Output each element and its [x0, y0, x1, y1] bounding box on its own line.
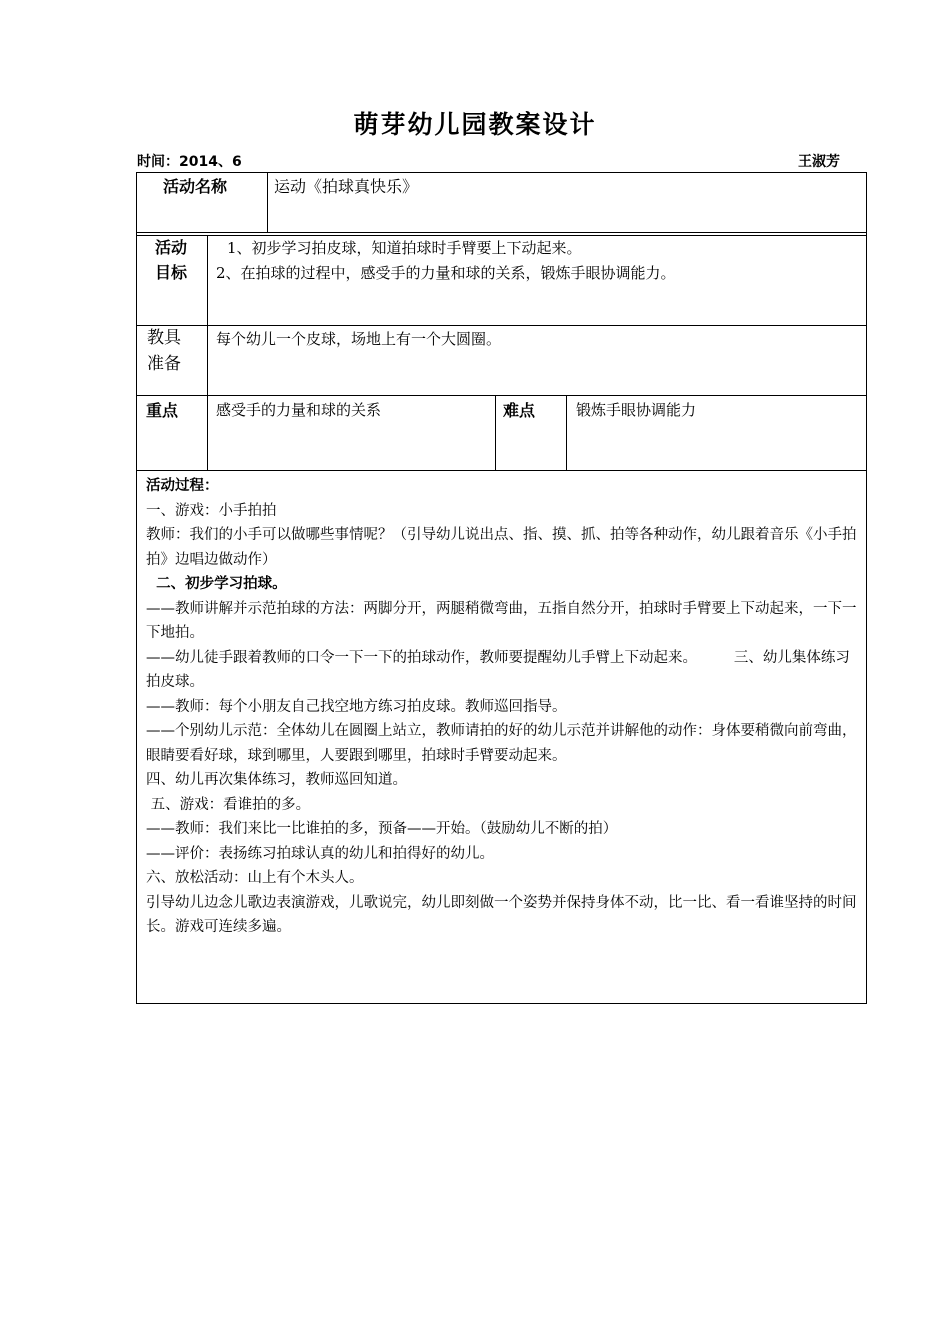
activity-name-value: 运动《拍球真快乐》: [274, 177, 419, 196]
process-line: 五、游戏：看谁拍的多。: [146, 796, 311, 813]
process-line: ——教师讲解并示范拍球的方法：两脚分开，两腿稍微弯曲，五指自然分开，拍球时手臂要上下动起来，一下一下地拍。: [146, 600, 857, 641]
key-point-label: 重点: [146, 401, 179, 420]
process-line: 教师：我们的小手可以做哪些事情呢？（引导幼儿说出点、指、摸、抓、拍等各种动作，幼儿跟着音乐《小手拍拍》边唱边做动作）: [146, 527, 857, 568]
column-divider: [566, 395, 567, 470]
row-divider: [136, 232, 867, 233]
goal-label-line-1: 活动: [155, 238, 188, 257]
date-label: 时间：2014、6: [137, 154, 242, 170]
process-line: ——教师：我们来比一比谁拍的多，预备——开始。（鼓励幼儿不断的拍）: [146, 821, 618, 837]
tools-value: 每个幼儿一个皮球，场地上有一个大圆圈。: [216, 330, 502, 348]
document-title: 萌芽幼儿园教案设计: [353, 110, 597, 139]
author-name: 王淑芳: [798, 154, 840, 170]
key-point-value: 感受手的力量和球的关系: [216, 401, 382, 419]
column-divider: [495, 395, 496, 470]
row-divider: [136, 470, 867, 471]
process-line: ——评价：表扬练习拍球认真的幼儿和拍得好的幼儿。: [146, 845, 494, 862]
process-heading: 活动过程：: [146, 478, 219, 494]
column-divider: [207, 235, 208, 470]
process-line: 引导幼儿边念儿歌边表演游戏，儿歌说完，幼儿即刻做一个姿势并保持身体不动，比一比、看一看谁坚持的时间长。游戏可连续多遍。: [146, 894, 857, 935]
process-line: ——幼儿徒手跟着教师的口令一下一下的拍球动作，教师要提醒幼儿手臂上下动起来。 三、幼儿集体练习拍皮球。: [146, 649, 850, 690]
tools-label-line-2: 准备: [147, 354, 181, 374]
tools-label-line-1: 教具: [147, 328, 181, 348]
goal-line-2: 2、在拍球的过程中，感受手的力量和球的关系，锻炼手眼协调能力。: [216, 264, 676, 282]
process-line: 六、放松活动：山上有个木头人。: [146, 870, 364, 886]
process-line: 四、幼儿再次集体练习，教师巡回知道。: [146, 772, 407, 788]
difficult-point-label: 难点: [503, 401, 536, 420]
column-divider: [267, 172, 268, 232]
row-divider: [136, 395, 867, 396]
process-line: ——个别幼儿示范：全体幼儿在圆圈上站立，教师请拍的好的幼儿示范并讲解他的动作：身体要稍微向前弯曲，眼睛要看好球，球到哪里，人要跟到哪里，拍球时手臂要动起来。: [146, 723, 857, 764]
process-section-heading: 二、初步学习拍球。: [146, 576, 287, 592]
goal-line-1: 1、初步学习拍皮球，知道拍球时手臂要上下动起来。: [227, 239, 582, 257]
activity-process: [146, 474, 862, 940]
row-divider: [136, 325, 867, 326]
activity-name-label: 活动名称: [163, 177, 228, 196]
difficult-point-value: 锻炼手眼协调能力: [576, 401, 697, 419]
goal-label-line-2: 目标: [155, 263, 188, 282]
process-line: 一、游戏：小手拍拍: [146, 502, 277, 519]
process-line: ——教师：每个小朋友自己找空地方练习拍皮球。教师巡回指导。: [146, 698, 567, 715]
